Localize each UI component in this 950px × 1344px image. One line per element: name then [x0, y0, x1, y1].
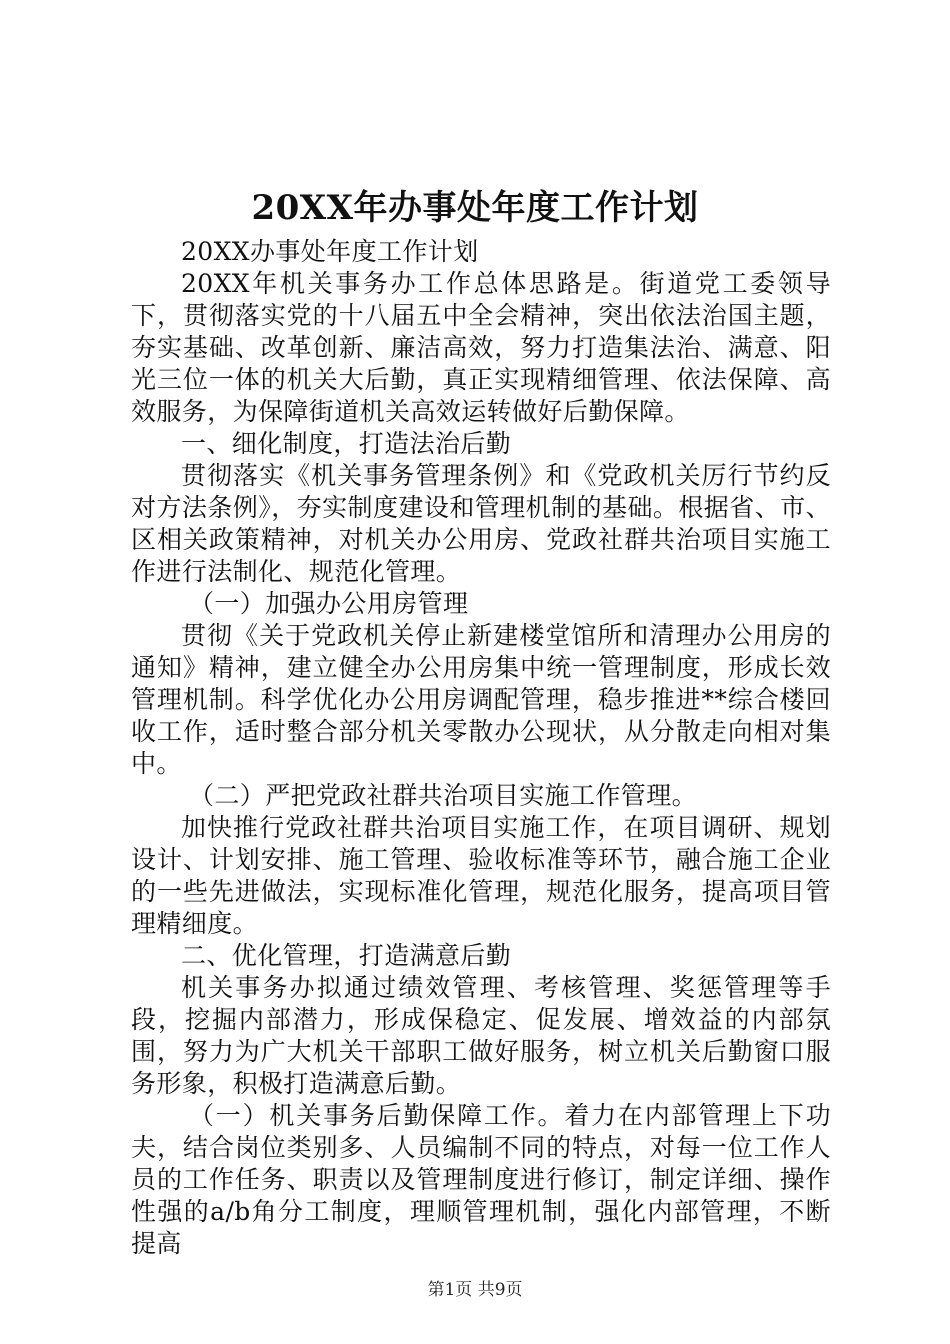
paragraph-subsection-1-1: 贯彻《关于党政机关停止新建楼堂馆所和清理办公用房的通知》精神，建立健全办公用房集中统一管理制度，形成长效管理机制。科学优化办公用房调配管理，稳步推进**综合楼回收工作，适时整合部分机关零散办公现状，从分散走向相对集中。 — [131, 621, 831, 778]
subsection-heading-1-1: （一）加强办公用房管理 — [189, 589, 469, 618]
paragraph-section-1: 贯彻落实《机关事务管理条例》和《党政机关厉行节约反对方法条例》，夯实制度建设和管理机制的基础。根据省、市、区相关政策精神，对机关办公用房、党政社群共治项目实施工作进行法制化、规范化管理。 — [131, 461, 831, 586]
paragraph-overview: 20XX年机关事务办工作总体思路是。街道党工委领导下，贯彻落实党的十八届五中全会精神，突出依法治国主题，夯实基础、改革创新、廉洁高效，努力打造集法治、满意、阳光三位一体的机关大后勤，真正实现精细管理、依法保障、高效服务，为保障街道机关高效运转做好后勤保障。 — [131, 269, 831, 426]
section-heading-2: 二、优化管理，打造满意后勤 — [181, 941, 512, 970]
subsection-heading-1-2: （二）严把党政社群共治项目实施工作管理。 — [189, 781, 698, 810]
paragraph-subsection-1-2: 加快推行党政社群共治项目实施工作，在项目调研、规划设计、计划安排、施工管理、验收标准等环节，融合施工企业的一些先进做法，实现标准化管理，规范化服务，提高项目管理精细度。 — [131, 813, 831, 938]
section-heading-1: 一、细化制度，打造法治后勤 — [181, 429, 512, 458]
paragraph-section-2: 机关事务办拟通过绩效管理、考核管理、奖惩管理等手段，挖掘内部潜力，形成保稳定、促发展、增效益的内部氛围，努力为广大机关干部职工做好服务，树立机关后勤窗口服务形象，积极打造满意后勤。 — [131, 973, 831, 1098]
document-body — [131, 236, 831, 1260]
paragraph-subsection-2-1: （一）机关事务后勤保障工作。着力在内部管理上下功夫，结合岗位类别多、人员编制不同的特点，对每一位工作人员的工作任务、职责以及管理制度进行修订，制定详细、操作性强的a/b角分工制度，理顺管理机制，强化内部管理，不断提高 — [131, 1101, 831, 1258]
document-title: 20XX年办事处年度工作计划 — [251, 188, 699, 228]
page-footer: 第1页 共9页 — [427, 1280, 523, 1300]
paragraph-subtitle: 20XX办事处年度工作计划 — [181, 237, 479, 266]
